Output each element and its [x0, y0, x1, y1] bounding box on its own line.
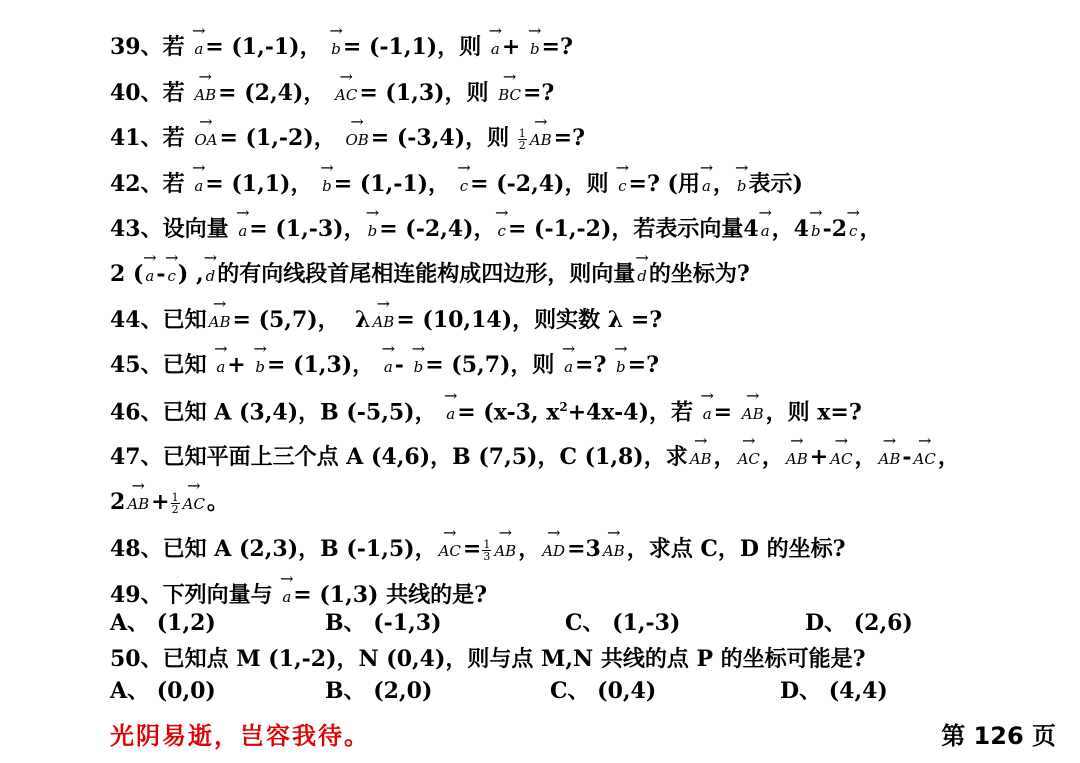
vector-AC: → AC: [439, 530, 461, 566]
text: 已知 A (3,4)，B (-5,5)，: [162, 399, 437, 426]
vector-AD: → AD: [542, 530, 565, 566]
problem-number: 42、: [110, 171, 163, 197]
problem-number: 44、: [110, 307, 163, 333]
text: = (1,-1)，: [205, 34, 322, 60]
text: +: [501, 34, 521, 60]
option-c: C、 (1,-3): [565, 610, 681, 636]
text: =?: [575, 352, 607, 378]
text: = (10,14)，则实数 λ =?: [396, 307, 663, 333]
fraction-numerator: 1: [171, 490, 179, 504]
problem-number: 50、: [110, 646, 163, 672]
fraction-numerator: 1: [518, 126, 526, 140]
problem-50-options: [110, 676, 1050, 706]
text: = (-2,4)，则: [470, 171, 609, 197]
text: =? (用: [628, 171, 700, 197]
vector-OA: → OA: [194, 119, 217, 155]
text: = (-3,4)，则: [370, 125, 510, 151]
text: =: [713, 399, 733, 426]
vector-AB: → AB: [786, 438, 808, 474]
vector-b: → b: [331, 28, 341, 64]
problem-number: 46、: [110, 399, 163, 426]
text: +: [151, 489, 170, 515]
option-c: C、 (0,4): [550, 678, 657, 704]
fraction-denominator: 3: [483, 549, 491, 563]
problem-number: 45、: [110, 352, 163, 378]
vector-b: → b: [322, 165, 332, 201]
vector-c: → c: [167, 255, 175, 291]
problem-46: [110, 392, 1050, 429]
text: 2: [110, 489, 126, 515]
vector-c: → c: [498, 210, 506, 246]
text: λ: [355, 307, 371, 333]
superscript: 2: [559, 400, 568, 414]
problem-47: [110, 438, 1050, 474]
option-a: A、 (0,0): [110, 678, 216, 704]
text: 已知点 M (1,-2)，N (0,4)，则与点 M,N 共线的点 P 的坐标可能是?: [162, 646, 866, 672]
text: = (1,3) 共线的是?: [293, 582, 488, 608]
vector-AB: → AB: [530, 119, 552, 155]
text: ) ,: [177, 261, 204, 287]
text: =3: [567, 536, 601, 562]
text: 已知平面上三个点 A (4,6)，B (7,5)，C (1,8)，求: [162, 444, 688, 470]
text: +4x-4)，若: [567, 399, 694, 426]
page-number: 第 126 页: [941, 722, 1056, 750]
problem-43-continued: [110, 255, 1050, 291]
text: 若: [162, 80, 185, 106]
problem-47-continued: [110, 483, 1050, 519]
vector-OB: → OB: [345, 119, 368, 155]
text: ，: [713, 444, 736, 470]
vector-AB: → AB: [194, 74, 216, 110]
text: -: [394, 352, 404, 378]
problem-40: [110, 74, 1050, 110]
vector-c: → c: [849, 210, 857, 246]
text: 已知: [162, 352, 207, 378]
problem-42: [110, 165, 1050, 201]
motto-text: 光阴易逝，岂容我待。: [110, 721, 370, 750]
text: =?: [627, 352, 659, 378]
text: = (1,3)，: [266, 352, 375, 378]
vector-b: → b: [255, 346, 265, 382]
problem-number: 48、: [110, 536, 163, 562]
text: = (2,4)，: [218, 80, 326, 106]
vector-a: → a: [194, 28, 203, 64]
text: 若: [162, 34, 185, 60]
text: ，: [712, 171, 735, 197]
option-d: D、 (2,6): [805, 610, 913, 636]
vector-AB: → AB: [690, 438, 712, 474]
vector-a: → a: [145, 255, 154, 291]
text: ，: [937, 444, 960, 470]
vector-a: → a: [194, 165, 203, 201]
text: = (-2,4)，: [379, 216, 496, 242]
option-b: B、 (-1,3): [325, 610, 442, 636]
vector-AC: → AC: [335, 74, 357, 110]
fraction: [518, 128, 527, 151]
vector-AB: → AB: [372, 301, 394, 337]
vector-a: → a: [238, 210, 247, 246]
text: ，4: [771, 216, 809, 242]
vector-AC: → AC: [183, 483, 205, 519]
text: = (-1,1)，则: [342, 34, 482, 60]
text: =?: [541, 34, 573, 60]
vector-a: → a: [703, 393, 712, 429]
text: -: [902, 444, 912, 470]
vector-b: → b: [368, 210, 378, 246]
problem-number: 41、: [110, 125, 163, 151]
fraction-denominator: 2: [518, 138, 526, 152]
problem-41: [110, 119, 1050, 155]
text: 下列向量与: [162, 582, 273, 608]
fraction-numerator: 1: [483, 537, 491, 551]
text: = (x-3, x: [457, 399, 560, 426]
problem-number: 39、: [110, 34, 163, 60]
problem-39: [110, 28, 1050, 64]
problem-43: [110, 210, 1050, 246]
problem-number: 43、: [110, 216, 163, 242]
text: = (5,7)，则: [425, 352, 555, 378]
text: 若: [162, 125, 185, 151]
vector-a: → a: [282, 576, 291, 612]
text: = (1,3)，则: [359, 80, 489, 106]
problem-50: [110, 644, 1050, 674]
vector-AC: → AC: [738, 438, 760, 474]
vector-AB: → AB: [879, 438, 901, 474]
option-a: A、 (1,2): [110, 610, 216, 636]
vector-AB: → AB: [209, 301, 231, 337]
text: ，: [761, 444, 784, 470]
vector-c: → c: [618, 165, 626, 201]
text: 设向量: [162, 216, 229, 242]
problem-number: 49、: [110, 582, 163, 608]
text: -2: [822, 216, 848, 242]
vector-AC: → AC: [830, 438, 852, 474]
text: -: [156, 261, 166, 287]
vector-a: → a: [761, 210, 770, 246]
text: 若: [162, 171, 185, 197]
problem-49-options: [110, 608, 1050, 638]
text: 表示): [748, 171, 803, 197]
text: ，: [518, 536, 541, 562]
problem-48: [110, 530, 1050, 566]
text: ，: [854, 444, 877, 470]
problem-number: 47、: [110, 444, 163, 470]
vector-d: → d: [206, 255, 216, 291]
text: = (1,-2)，: [219, 125, 336, 151]
problem-44: [110, 301, 1050, 337]
text: 已知 A (2,3)，B (-1,5)，: [162, 536, 437, 562]
text: 的坐标为?: [648, 261, 750, 287]
vector-AB: → AB: [127, 483, 149, 519]
text: ，求点 C，D 的坐标?: [626, 536, 846, 562]
text: = (5,7)，: [232, 307, 340, 333]
text: 。: [206, 489, 229, 515]
option-d: D、 (4,4): [780, 678, 888, 704]
problem-45: [110, 346, 1050, 382]
vector-b: → b: [616, 346, 626, 382]
text: +: [809, 444, 829, 470]
text: ，: [859, 216, 882, 242]
fraction-denominator: 2: [171, 502, 179, 516]
text: = (1,1)，: [205, 171, 313, 197]
text: =?: [553, 125, 585, 151]
text: +: [227, 352, 246, 378]
fraction: [482, 539, 491, 562]
vector-BC: → BC: [498, 74, 521, 110]
fraction: [171, 492, 180, 515]
vector-AB: → AB: [494, 530, 516, 566]
text: ，则 x=?: [765, 399, 862, 426]
vector-a: → a: [446, 393, 455, 429]
vector-d: → d: [637, 255, 647, 291]
text: 的有向线段首尾相连能构成四边形，则向量: [217, 261, 636, 287]
vector-a: → a: [216, 346, 225, 382]
option-b: B、 (2,0): [325, 678, 433, 704]
vector-AB: → AB: [603, 530, 625, 566]
vector-c: → c: [460, 165, 468, 201]
vector-a: → a: [702, 165, 711, 201]
vector-b: → b: [530, 28, 540, 64]
vector-b: → b: [737, 165, 747, 201]
text: = (-1,-2)，若表示向量4: [507, 216, 759, 242]
vector-b: → b: [414, 346, 424, 382]
text: 2 (: [110, 261, 144, 287]
text: 已知: [162, 307, 207, 333]
vector-AC: → AC: [914, 438, 936, 474]
vector-a: → a: [491, 28, 500, 64]
text: =: [462, 536, 482, 562]
text: = (1,-3)，: [249, 216, 366, 242]
vector-a: → a: [564, 346, 573, 382]
vector-b: → b: [811, 210, 821, 246]
vector-AB: → AB: [742, 393, 764, 429]
vector-a: → a: [384, 346, 393, 382]
text: =?: [522, 80, 555, 106]
problem-49: [110, 576, 1050, 612]
text: = (1,-1)，: [333, 171, 451, 197]
problem-number: 40、: [110, 80, 163, 106]
